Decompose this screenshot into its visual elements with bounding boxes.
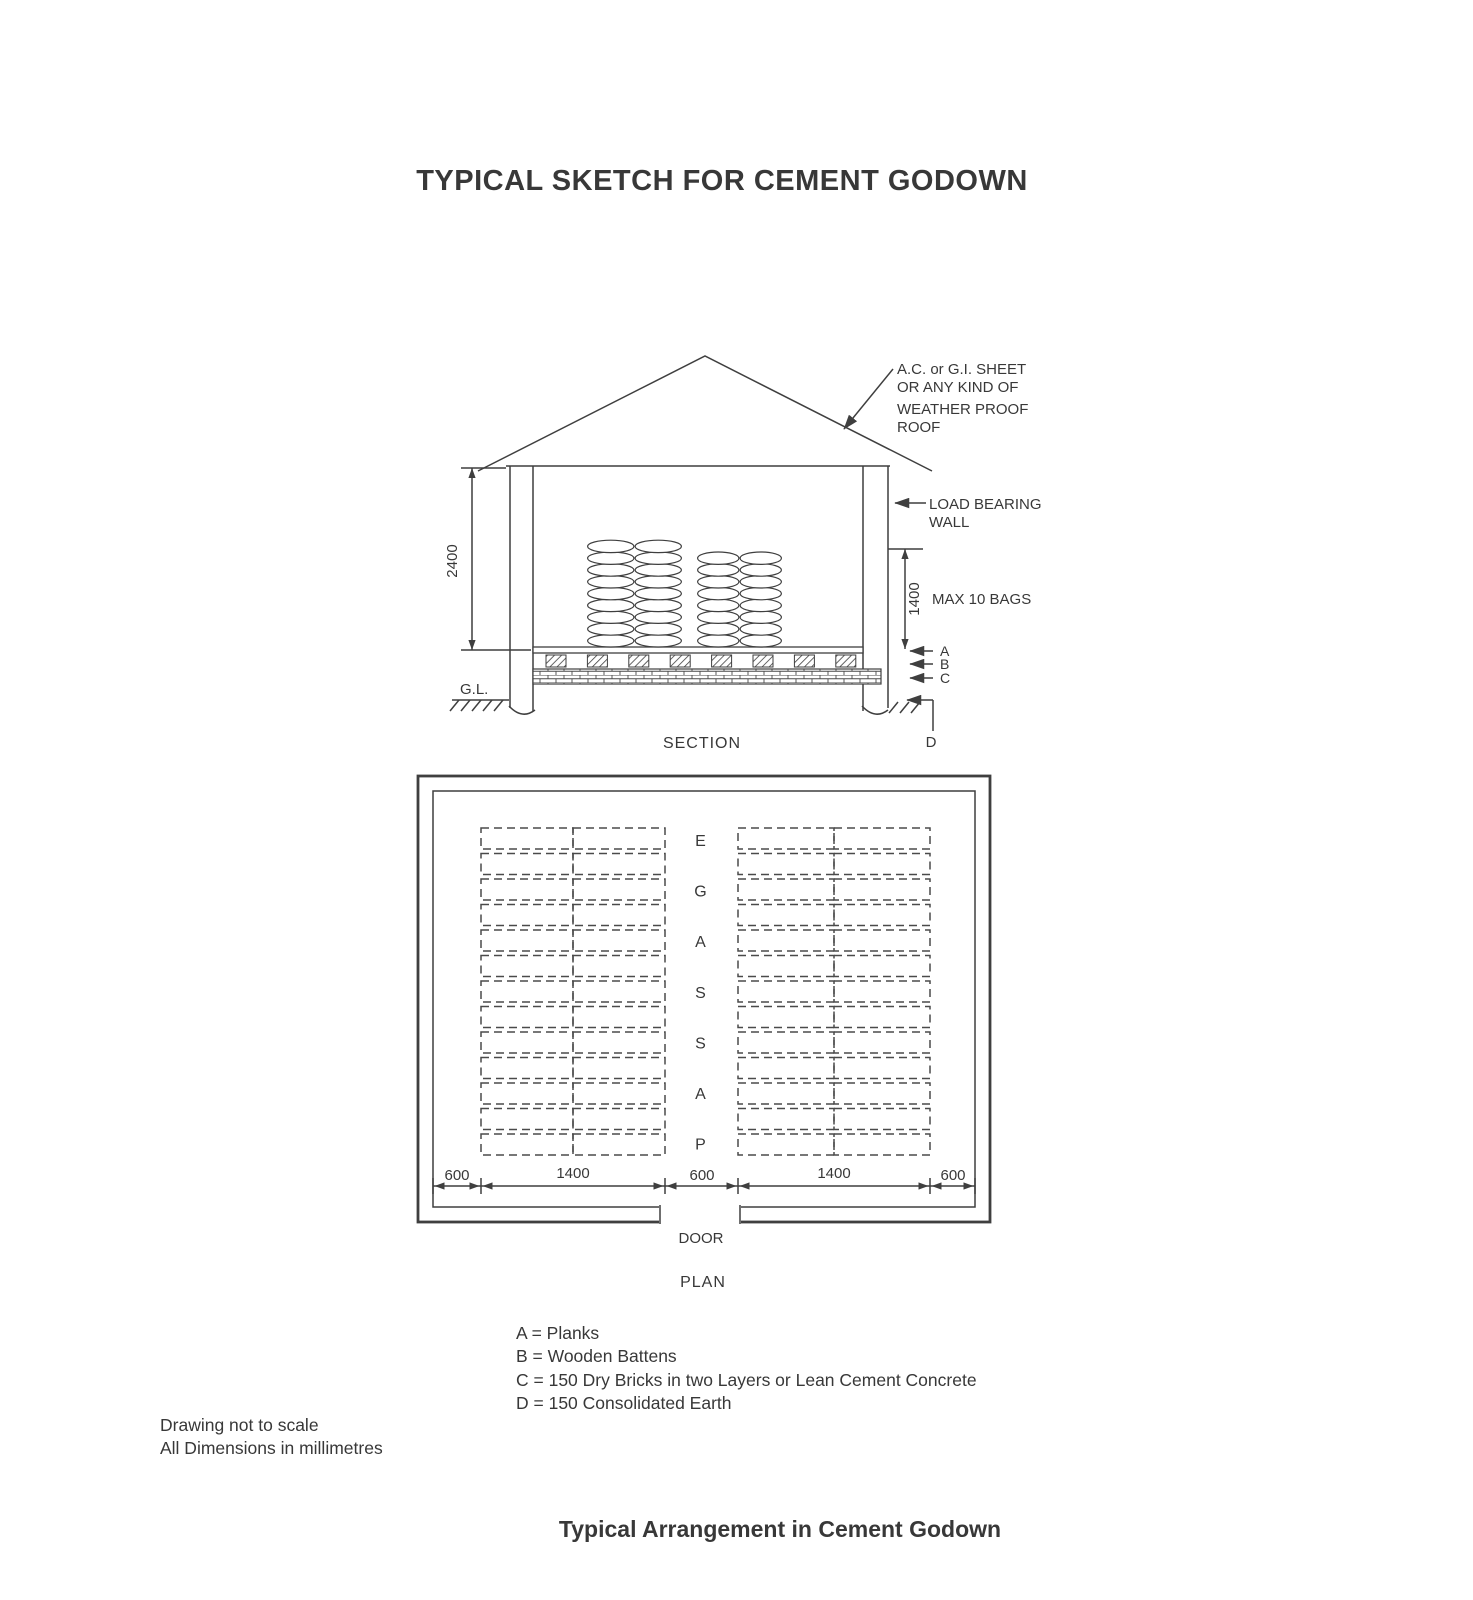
wooden-batten (629, 655, 649, 667)
note-line: Drawing not to scale (160, 1415, 319, 1435)
bag-stack-footprint (481, 854, 573, 875)
left-load-bearing-wall (509, 466, 535, 714)
bag-stack-footprint (834, 930, 930, 951)
cement-bag (740, 576, 781, 588)
cement-bag (588, 552, 634, 564)
cement-bag (698, 635, 739, 647)
plan-caption: PLAN (680, 1274, 726, 1291)
ground-hatch (900, 702, 909, 713)
wooden-batten (587, 655, 607, 667)
bag-stack-footprint (481, 1032, 573, 1053)
cement-bag (635, 564, 681, 576)
bag-stack-footprint (738, 1109, 834, 1130)
roof-note-line: ROOF (897, 419, 941, 436)
cement-bag (588, 587, 634, 599)
wooden-batten (836, 655, 856, 667)
bag-stack-footprint (738, 981, 834, 1002)
wooden-batten (546, 655, 566, 667)
cement-bag (740, 599, 781, 611)
cement-bag (588, 599, 634, 611)
dimension-arrow (468, 468, 475, 478)
bag-stack-footprint (481, 879, 573, 900)
ground-hatch (483, 700, 492, 711)
bag-stack-footprint (738, 1083, 834, 1104)
ground-level (450, 681, 920, 713)
layer-label-a: A (940, 643, 950, 659)
footer-title: Typical Arrangement in Cement Godown (558, 1516, 1002, 1542)
dimension-arrow (654, 1182, 664, 1189)
cement-bag (635, 576, 681, 588)
bag-stack-footprint (738, 854, 834, 875)
cement-bag (635, 623, 681, 635)
bag-stack-footprint (738, 905, 834, 926)
bag-stack-footprint (481, 956, 573, 977)
max-bags-note: MAX 10 BAGS (932, 591, 1032, 608)
bag-stack-footprint (834, 854, 930, 875)
cement-bag (698, 564, 739, 576)
door-opening (659, 1199, 741, 1227)
dry-brick-layer (533, 669, 881, 684)
passage-letter: G (694, 883, 708, 901)
cement-bag (698, 599, 739, 611)
bag-stack-footprint (834, 905, 930, 926)
bag-stack-footprint (481, 1058, 573, 1079)
bag-stack-footprint (738, 930, 834, 951)
layer-leaders (907, 643, 950, 751)
ground-hatch (450, 700, 459, 711)
roof-note-line: A.C. or G.I. SHEET (897, 361, 1027, 378)
roof-leader-line (844, 369, 893, 429)
plan-view (418, 776, 990, 1291)
wooden-batten (670, 655, 690, 667)
door-caption: DOOR (678, 1230, 724, 1247)
passage-letter: A (695, 934, 707, 952)
dimension-arrow (470, 1182, 480, 1189)
passage-letter: S (695, 984, 707, 1002)
bag-stack-footprint (481, 1134, 573, 1155)
bag-stack-footprint (834, 879, 930, 900)
cement-bag (698, 611, 739, 623)
bag-stack-footprint (481, 1083, 573, 1104)
wooden-battens-layer (546, 655, 856, 667)
bag-stack-footprint (834, 1032, 930, 1053)
cement-bag (740, 623, 781, 635)
cement-bag (588, 564, 634, 576)
gl-label: G.L. (460, 681, 489, 698)
legend (516, 1323, 977, 1413)
cement-bag (588, 540, 634, 552)
passage-letter: A (695, 1086, 707, 1103)
passage-letter: E (695, 833, 707, 850)
plan-dim: 1400 (817, 1165, 851, 1182)
cement-bag (740, 587, 781, 599)
wooden-batten (794, 655, 814, 667)
cement-bag (698, 623, 739, 635)
bag-stack-footprint (573, 1134, 665, 1155)
ground-hatch (911, 702, 920, 713)
section-caption: SECTION (662, 735, 742, 752)
bag-stack-footprint (834, 1083, 930, 1104)
cement-bag (635, 587, 681, 599)
wall-annotation (895, 496, 1042, 531)
passage-letter: S (695, 1035, 707, 1053)
bag-stack-footprint (573, 854, 665, 875)
bag-stack-footprint (481, 828, 573, 849)
bag-stack-footprint (834, 956, 930, 977)
dimension-arrow (667, 1182, 677, 1189)
bag-stack-footprint (834, 1058, 930, 1079)
cement-bag (635, 552, 681, 564)
plan-dim: 600 (940, 1167, 966, 1184)
dimension-arrow (727, 1182, 737, 1189)
page-title: TYPICAL SKETCH FOR CEMENT GODOWN (416, 165, 1028, 197)
section-dimension-arrows (468, 468, 908, 650)
passage-letter: P (695, 1136, 707, 1154)
cement-bag (698, 576, 739, 588)
section-view (444, 356, 1042, 752)
wall-note-line: LOAD BEARING (929, 496, 1042, 513)
cement-bag-stacks (588, 540, 782, 647)
bag-stack-footprint (834, 1134, 930, 1155)
legend-item: C = 150 Dry Bricks in two Layers or Lean Cement Concrete (516, 1370, 977, 1390)
dimension-arrow (468, 640, 475, 650)
bag-stack-footprint (573, 879, 665, 900)
notes (160, 1415, 383, 1458)
wall-note-line: WALL (929, 514, 970, 531)
note-line: All Dimensions in millimetres (160, 1438, 383, 1458)
cement-bag (635, 540, 681, 552)
cement-bag (588, 576, 634, 588)
bag-stack-footprint (573, 1007, 665, 1028)
cement-bag (698, 587, 739, 599)
dim-2400: 2400 (444, 544, 461, 578)
bag-stack-footprint (738, 1032, 834, 1053)
roof-annotation (844, 361, 1028, 436)
ground-hatch (472, 700, 481, 711)
bag-stack-footprint (573, 828, 665, 849)
bag-stack-footprint (738, 1058, 834, 1079)
layer-label-c: C (940, 670, 951, 686)
cement-bag (740, 552, 781, 564)
bag-stack-footprint (573, 1083, 665, 1104)
bag-stack-footprint (738, 1134, 834, 1155)
cement-bag (588, 623, 634, 635)
plan-dim: 1400 (556, 1165, 590, 1182)
ground-hatch (889, 702, 898, 713)
bag-stack-footprint (573, 956, 665, 977)
legend-item: D = 150 Consolidated Earth (516, 1393, 732, 1413)
roof-outline (478, 356, 932, 471)
plan-dimensions (433, 1165, 975, 1194)
bag-stack-footprint (834, 1109, 930, 1130)
dimension-arrow (483, 1182, 493, 1189)
cement-bag (588, 635, 634, 647)
cement-bag (635, 599, 681, 611)
wooden-batten (712, 655, 732, 667)
roof-note-line: OR ANY KIND OF (897, 379, 1019, 396)
bag-stack-footprint (834, 1007, 930, 1028)
layer-label-b: B (940, 656, 950, 672)
cement-bag (740, 635, 781, 647)
dimension-arrow (901, 549, 908, 559)
legend-item: B = Wooden Battens (516, 1346, 677, 1366)
bag-stack-footprint (481, 930, 573, 951)
ground-hatch (461, 700, 470, 711)
layer-label-d: D (925, 734, 937, 751)
dimension-arrow (919, 1182, 929, 1189)
bag-stack-footprint (834, 981, 930, 1002)
bag-stack-footprint (573, 981, 665, 1002)
dim-1400: 1400 (906, 582, 923, 616)
wall-height-dimension (444, 468, 531, 650)
cement-bag (635, 635, 681, 647)
cement-bag (740, 564, 781, 576)
cement-bag (635, 611, 681, 623)
bag-stack-footprint (481, 1007, 573, 1028)
bag-stack-footprint (481, 1109, 573, 1130)
bag-stack-footprint (738, 828, 834, 849)
dimension-arrow (901, 639, 908, 649)
roof-note-line: WEATHER PROOF (897, 401, 1029, 418)
bag-stack-footprint (834, 828, 930, 849)
bag-stack-footprint (573, 1058, 665, 1079)
bag-stack-footprint (738, 879, 834, 900)
bag-stack-footprint (738, 1007, 834, 1028)
stack-height-dimension (888, 549, 923, 649)
bag-stack-footprint (573, 1109, 665, 1130)
ground-hatch (494, 700, 503, 711)
bag-stack-footprint (738, 956, 834, 977)
plan-dim: 600 (689, 1167, 715, 1184)
bag-stack-footprint (481, 905, 573, 926)
cement-bag (588, 611, 634, 623)
bag-stack-footprint (573, 905, 665, 926)
planks-layer (533, 647, 863, 653)
cement-bag (740, 611, 781, 623)
passage-label (694, 833, 707, 1154)
bag-stack-footprint (573, 1032, 665, 1053)
legend-item: A = Planks (516, 1323, 600, 1343)
dimension-arrow (740, 1182, 750, 1189)
ground-hatching (450, 700, 920, 713)
bag-stack-footprint (481, 981, 573, 1002)
dimension-arrow (435, 1182, 445, 1189)
cement-bag (698, 552, 739, 564)
bag-stack-footprint (573, 930, 665, 951)
plan-dim: 600 (444, 1167, 470, 1184)
wooden-batten (753, 655, 773, 667)
